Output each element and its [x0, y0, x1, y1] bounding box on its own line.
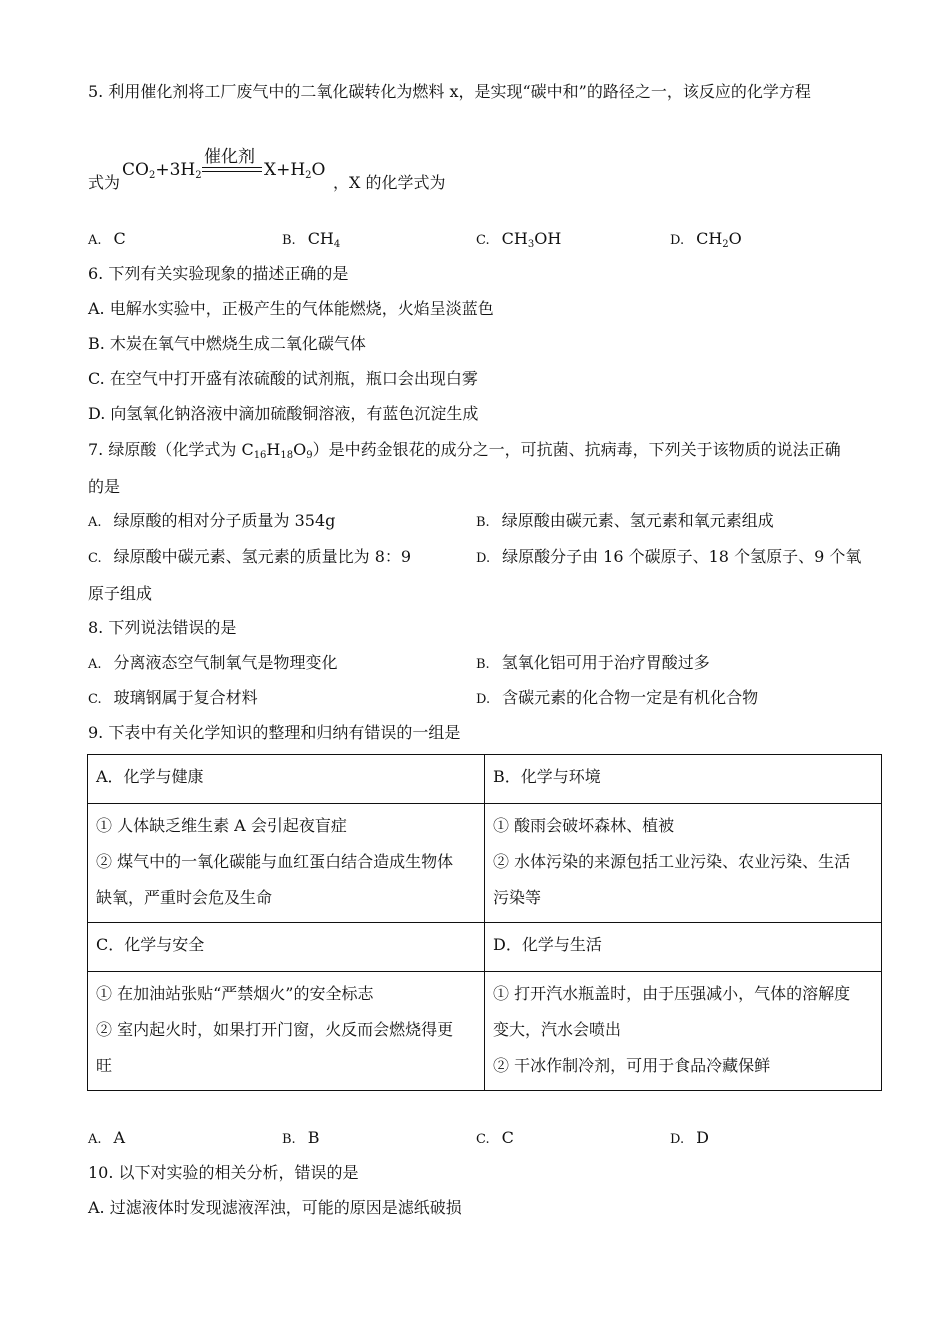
q5-option-d[interactable]: D. $CH_2O$ [670, 229, 742, 250]
table-body-a: ① 人体缺乏维生素 A 会引起夜盲症 ② 煤气中的一氧化碳能与血红蛋白结合造成生物体 缺氧，严重时会危及生命 [88, 804, 485, 923]
table-head-d: D．化学与生活 [485, 923, 882, 972]
equation-bar-bottom [202, 171, 262, 172]
q10-stem: 10. 以下对实验的相关分析，错误的是 [88, 1163, 359, 1182]
q7-option-c[interactable]: C. 绿原酸中碳元素、氢元素的质量比为 8：9 [88, 547, 412, 566]
q5-stem-prefix: 式为 [88, 173, 121, 192]
q8-option-c[interactable]: C. 玻璃钢属于复合材料 [88, 688, 258, 707]
q8-option-b[interactable]: B. 氢氧化铝可用于治疗胃酸过多 [476, 653, 710, 672]
table-body-c: ① 在加油站张贴“严禁烟火”的安全标志 ② 室内起火时，如果打开门窗，火反而会燃烧得更 旺 [88, 972, 485, 1091]
q7-option-d-line2: 原子组成 [88, 584, 153, 603]
q6-option-d[interactable]: D. 向氢氧化钠洛液中滴加硫酸铜溶液，有蓝色沉淀生成 [88, 404, 479, 423]
table-head-b: B．化学与环境 [485, 755, 882, 804]
q5-stem-suffix: ，X 的化学式为 [333, 173, 446, 192]
q5-option-b[interactable]: B. $CH_4$ [282, 229, 341, 250]
q8-option-a[interactable]: A. 分离液态空气制氧气是物理变化 [88, 653, 338, 672]
table-head-a: A．化学与健康 [88, 755, 485, 804]
q6-option-a[interactable]: A. 电解水实验中，正极产生的气体能燃烧，火焰呈淡蓝色 [88, 299, 494, 318]
q9-stem: 9. 下表中有关化学知识的整理和归纳有错误的一组是 [88, 723, 461, 742]
q7-option-b[interactable]: B. 绿原酸由碳元素、氢元素和氧元素组成 [476, 511, 774, 530]
q5-equation [88, 140, 588, 200]
q9-option-b[interactable]: B. B [282, 1128, 320, 1147]
q7-stem: 7. 绿原酸（化学式为 $C_{16}H_{18}O_9$）是中药金银花的成分之一，可抗菌、抗病毒，下列关于该物质的说法正确 [88, 440, 841, 461]
q6-option-c[interactable]: C. 在空气中打开盛有浓硫酸的试剂瓶，瓶口会出现白雾 [88, 369, 478, 388]
q10-option-a[interactable]: A. 过滤液体时发现滤液浑浊，可能的原因是滤纸破损 [88, 1198, 462, 1217]
equation-reactants: $CO_2+3H_2$ [122, 160, 202, 181]
q5-option-c[interactable]: C. $CH_3OH$ [476, 229, 562, 250]
q7-option-d[interactable]: D. 绿原酸分子由 16 个碳原子、18 个氢原子、9 个氧 [476, 547, 862, 566]
q5-stem-line1: 5. 利用催化剂将工厂废气中的二氧化碳转化为燃料 x，是实现“碳中和”的路径之一，该反应的化学方程 [88, 82, 811, 101]
q8-stem: 8. 下列说法错误的是 [88, 618, 237, 637]
q7-option-a[interactable]: A. 绿原酸的相对分子质量为 354g [88, 511, 336, 530]
catalyst-label: 催化剂 [204, 147, 255, 167]
knowledge-table [87, 754, 882, 1091]
table-body-b: ① 酸雨会破坏森林、植被 ② 水体污染的来源包括工业污染、农业污染、生活 污染等 [485, 804, 882, 923]
table-head-c: C．化学与安全 [88, 923, 485, 972]
q8-option-d[interactable]: D. 含碳元素的化合物一定是有机化合物 [476, 688, 759, 707]
q5-option-a[interactable]: A. C [88, 229, 126, 248]
q6-stem: 6. 下列有关实验现象的描述正确的是 [88, 264, 349, 283]
q9-option-c[interactable]: C. C [476, 1128, 514, 1147]
q6-option-b[interactable]: B. 木炭在氧气中燃烧生成二氧化碳气体 [88, 334, 366, 353]
q9-option-a[interactable]: A. A [88, 1128, 126, 1147]
table-body-d: ① 打开汽水瓶盖时，由于压强减小，气体的溶解度 变大，汽水会喷出 ② 干冰作制冷剂，可用于食品冷藏保鲜 [485, 972, 882, 1091]
equation-bar-top [202, 167, 262, 168]
q7-stem-line2: 的是 [88, 477, 121, 496]
equation-products: $X+H_2O$ [264, 160, 326, 181]
q9-option-d[interactable]: D. D [670, 1128, 709, 1147]
